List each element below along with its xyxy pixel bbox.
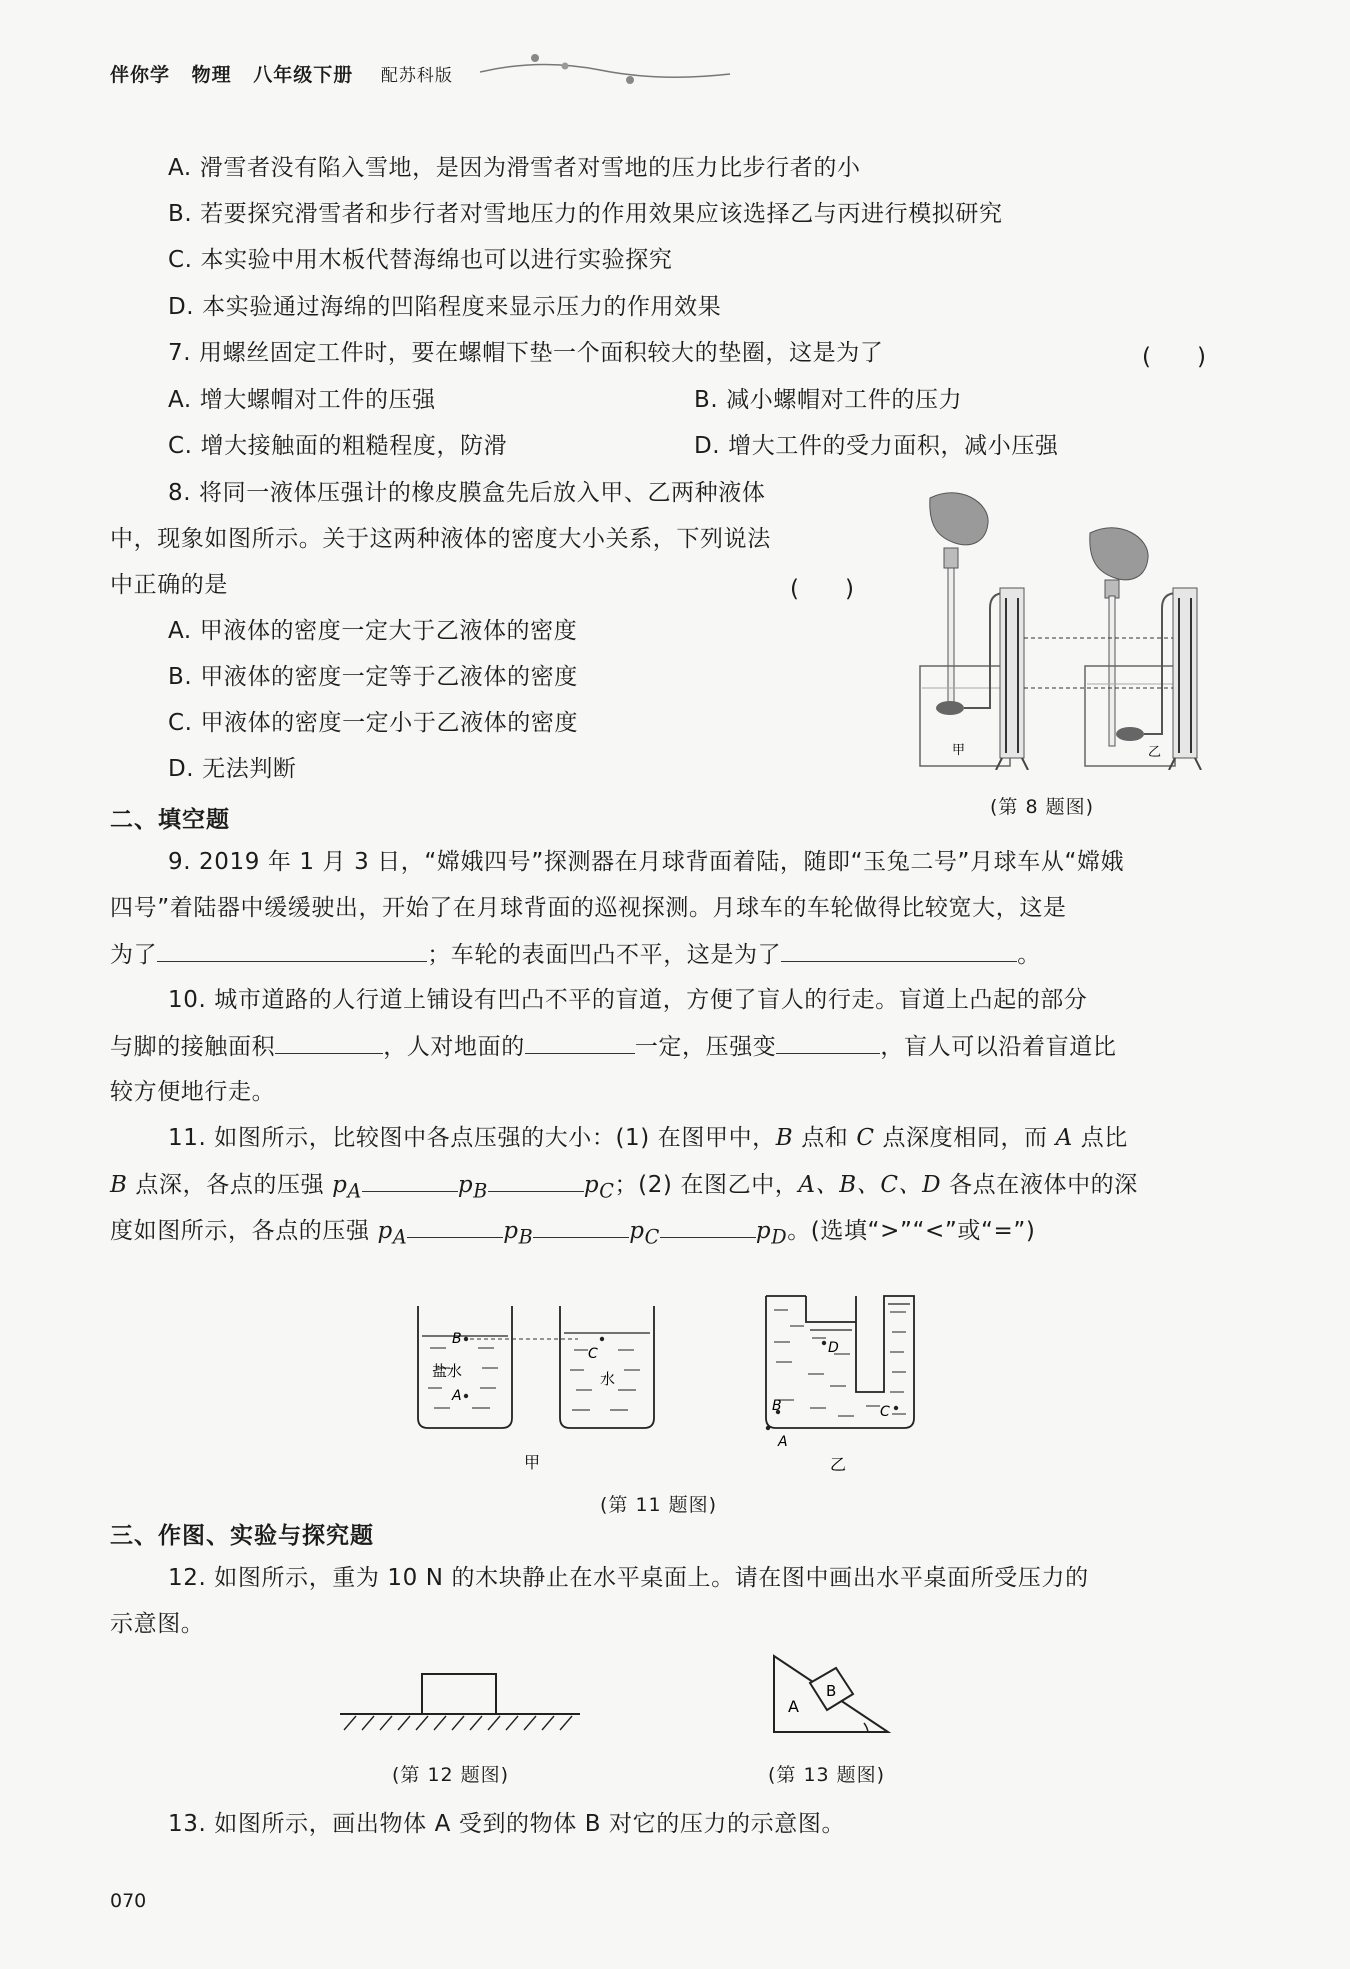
section-2-title: 二、填空题 [110, 807, 230, 833]
q8-label-jia: 甲 [952, 743, 966, 758]
q8-line-2: 中，现象如图所示。关于这两种液体的密度大小关系，下列说法 [110, 526, 771, 552]
q11-point-a: A [1055, 1125, 1073, 1151]
q11-fig-point-a: A [452, 1388, 462, 1404]
q7-stem: 7. 用螺丝固定工件时，要在螺帽下垫一个面积较大的垫圈，这是为了 [168, 340, 884, 366]
q11-beaker-salt-water [418, 1306, 512, 1428]
q8-option-c: C. 甲液体的密度一定小于乙液体的密度 [168, 710, 579, 736]
q9-line-3 [110, 939, 1041, 970]
q10-line-2-a: 与脚的接触面积 [110, 1034, 276, 1060]
q10-line-2 [110, 1031, 1116, 1062]
q9-line-3-b: ；车轮的表面凹凸不平，这是为了 [427, 942, 782, 968]
q8-answer-paren: ( ) [790, 576, 854, 602]
page-number: 070 [110, 1890, 147, 1912]
q11-line-3-sub-c: C [644, 1225, 660, 1249]
q13-caption: (第 13 题图) [768, 1764, 886, 1786]
q11-point-c: C [856, 1125, 875, 1151]
q7-option-a: A. 增大螺帽对工件的压强 [168, 387, 436, 413]
q8-option-a: A. 甲液体的密度一定大于乙液体的密度 [168, 618, 578, 644]
q9-line-3-a: 为了 [110, 942, 158, 968]
q11-sub-c: C [599, 1179, 615, 1203]
q8-option-b: B. 甲液体的密度一定等于乙液体的密度 [168, 664, 578, 690]
section-3-title: 三、作图、实验与探究题 [110, 1523, 374, 1549]
q9-line-3-c: 。 [1017, 942, 1041, 968]
q7-answer-paren: ( ) [1142, 344, 1206, 370]
header-grade: 八年级下册 [253, 64, 354, 86]
q11-pc: p [583, 1172, 600, 1198]
q11-line-3-pd: p [755, 1218, 772, 1244]
q8-figure-pressure-gauges [900, 488, 1240, 770]
q8-caption: (第 8 题图) [990, 796, 1094, 818]
q11-fig-point-c-jia: C [588, 1346, 598, 1362]
q9-line-1: 9. 2019 年 1 月 3 日，“嫦娥四号”探测器在月球背面着陆，随即“玉兔二号”月球车从“嫦娥 [168, 849, 1125, 875]
q11-line-3-a: 度如图所示，各点的压强 [110, 1218, 378, 1244]
q13-label-a: A [788, 1697, 799, 1716]
q10-line-2-b: ，人对地面的 [383, 1034, 525, 1060]
q11-pa: p [332, 1172, 348, 1198]
q11-points-abcd: A、B、C、D [798, 1172, 942, 1198]
q11-sub-a: A [347, 1179, 362, 1203]
q11-point-b: B [775, 1125, 794, 1151]
q7-option-b: B. 减小螺帽对工件的压力 [694, 387, 963, 413]
q12-caption: (第 12 题图) [392, 1764, 510, 1786]
q11-blank-5[interactable] [660, 1215, 756, 1238]
q11-line-2-c: 各点在液体中的深 [941, 1172, 1138, 1198]
q11-line-1-a: 11. 如图所示，比较图中各点压强的大小：(1) 在图甲中， [168, 1125, 776, 1151]
q11-line-3-sub-a: A [392, 1225, 408, 1249]
q8-setup-jia [920, 493, 1028, 770]
q6-option-d: D. 本实验通过海绵的凹陷程度来显示压力的作用效果 [168, 294, 722, 320]
q11-line-2-a: 点深，各点的压强 [127, 1172, 333, 1198]
q11-fig-point-b-yi: B [772, 1398, 782, 1414]
q11-line-3-pc: p [629, 1218, 645, 1244]
q6-option-b: B. 若要探究滑雪者和步行者对雪地压力的作用效果应该选择乙与丙进行模拟研究 [168, 201, 1003, 227]
q9-line-2: 四号”着陆器中缓缓驶出，开始了在月球背面的巡视探测。月球车的车轮做得比较宽大，这是 [110, 895, 1067, 921]
q10-blank-3[interactable] [776, 1031, 880, 1054]
header-brand: 伴你学 [110, 64, 171, 86]
q13-line-1: 13. 如图所示，画出物体 A 受到的物体 B 对它的压力的示意图。 [168, 1811, 846, 1837]
header-edition: 配苏科版 [380, 66, 453, 86]
q8-line-3: 中正确的是 [110, 572, 228, 598]
q12-line-2: 示意图。 [110, 1611, 205, 1637]
q11-line-1-d: 点比 [1072, 1125, 1128, 1151]
q8-setup-yi [1085, 528, 1201, 770]
q8-line-1: 8. 将同一液体压强计的橡皮膜盒先后放入甲、乙两种液体 [168, 480, 766, 506]
q9-blank-1[interactable] [157, 939, 427, 962]
q12-line-1: 12. 如图所示，重为 10 N 的木块静止在水平桌面上。请在图中画出水平桌面所受压力的 [168, 1565, 1089, 1591]
q10-line-2-c: 一定，压强变 [634, 1034, 777, 1060]
q11-line-3-sub-b: B [518, 1225, 534, 1249]
q11-blank-4[interactable] [533, 1215, 629, 1238]
q11-sub-b: B [473, 1179, 488, 1203]
q11-line-2-b: ；(2) 在图乙中， [614, 1172, 799, 1198]
q11-line-2 [110, 1169, 1138, 1207]
q11-line-3-pa: p [377, 1218, 393, 1244]
q11-line-1-b: 点和 [793, 1125, 857, 1151]
q9-blank-2[interactable] [781, 939, 1017, 962]
q11-line-3 [110, 1215, 1035, 1253]
q11-fig-point-a-yi: A [778, 1434, 788, 1450]
q11-pb: p [457, 1172, 474, 1198]
q10-line-3: 较方便地行走。 [110, 1079, 276, 1105]
header-subject: 物理 [191, 64, 232, 86]
q10-line-1: 10. 城市道路的人行道上铺设有凹凸不平的盲道，方便了盲人的行走。盲道上凸起的部分 [168, 987, 1088, 1013]
q10-blank-1[interactable] [275, 1031, 383, 1054]
q11-fig-label-yi: 乙 [830, 1455, 847, 1474]
q11-fig-label-jia: 甲 [524, 1453, 541, 1472]
q11-line-3-sub-d: D [771, 1225, 788, 1249]
q11-line-2-point-b: B [110, 1172, 128, 1198]
running-header [110, 60, 453, 87]
q11-caption: (第 11 题图) [600, 1494, 718, 1516]
q6-option-a: A. 滑雪者没有陷入雪地，是因为滑雪者对雪地的压力比步行者的小 [168, 155, 861, 181]
q7-option-c: C. 增大接触面的粗糙程度，防滑 [168, 433, 508, 459]
q11-figure [410, 1288, 930, 1478]
q8-label-yi: 乙 [1148, 745, 1162, 760]
q13-figure-wedge [760, 1650, 900, 1746]
q6-option-c: C. 本实验中用木板代替海绵也可以进行实验探究 [168, 247, 673, 273]
q11-fig-salt-water-label: 盐水 [432, 1362, 463, 1380]
q11-fig-point-c-yi: C [880, 1404, 890, 1420]
q12-wood-block [422, 1674, 496, 1714]
q12-figure-block-on-table [330, 1670, 590, 1740]
q11-blank-1[interactable] [362, 1169, 458, 1192]
q11-fig-point-d: D [828, 1340, 839, 1356]
q11-blank-3[interactable] [407, 1215, 503, 1238]
q8-option-d: D. 无法判断 [168, 756, 297, 782]
q11-fig-water-label: 水 [600, 1370, 616, 1388]
q10-blank-2[interactable] [525, 1031, 635, 1054]
q11-line-1 [168, 1123, 1128, 1153]
q11-blank-2[interactable] [488, 1169, 584, 1192]
q7-option-d: D. 增大工件的受力面积，减小压强 [694, 433, 1059, 459]
q13-label-b: B [826, 1682, 837, 1700]
q11-line-1-c: 点深度相同，而 [874, 1125, 1056, 1151]
q11-line-3-end: 。(选填“>”“<”或“=”) [787, 1218, 1036, 1244]
q11-fig-point-b: B [452, 1331, 462, 1347]
q10-line-2-d: ，盲人可以沿着盲道比 [880, 1034, 1117, 1060]
q11-container-yi [766, 1296, 914, 1450]
q11-line-3-pb: p [503, 1218, 519, 1244]
q11-beaker-water [560, 1306, 654, 1428]
header-wave-decoration [480, 50, 740, 90]
